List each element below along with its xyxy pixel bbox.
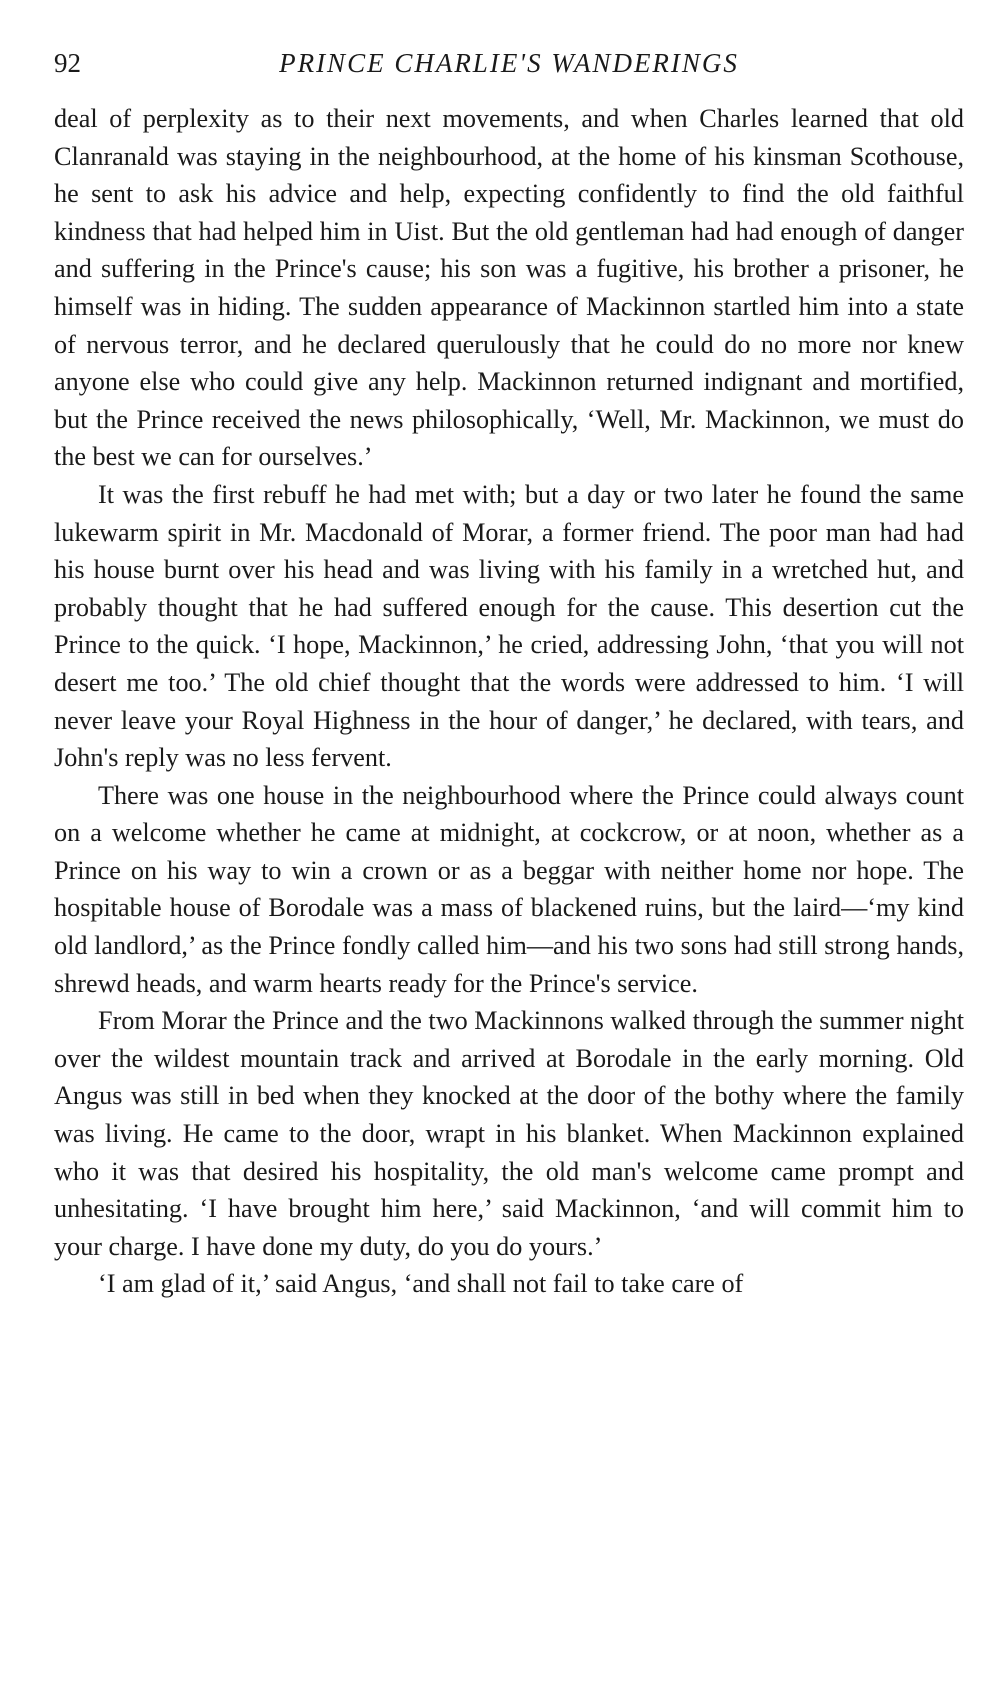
running-header: [54, 48, 964, 88]
book-page: [54, 48, 964, 1303]
paragraph-1: deal of perplexity as to their next movements, and when Charles learned that old Clanranald was staying in the neighbourhood, at the home of his kinsman Scothouse, he sent to ask his advice and help, expecting confidently to find the old faithful kindness that had helped him in Uist. But the old gentleman had had enough of danger and suffering in the Prince's cause; his son was a fugitive, his brother a prisoner, he himself was in hiding. The sudden appearance of Mackinnon startled him into a state of nervous terror, and he declared querulously that he could do no more nor knew anyone else who could give any help. Mackinnon returned indignant and mortified, but the Prince received the news philosophically, ‘Well, Mr. Mackinnon, we must do the best we can for ourselves.’: [54, 104, 964, 472]
paragraph-2: It was the first rebuff he had met with; but a day or two later he found the same lukewarm spirit in Mr. Macdonald of Morar, a former friend. The poor man had had his house burnt over his head and was living with his family in a wretched hut, and probably thought that he had suffered enough for the cause. This desertion cut the Prince to the quick. ‘I hope, Mackinnon,’ he cried, addressing John, ‘that you will not desert me too.’ The old chief thought that the words were addressed to him. ‘I will never leave your Royal Highness in the hour of danger,’ he declared, with tears, and John's reply was no less fervent.: [54, 479, 964, 773]
body-text: [54, 100, 964, 1303]
page-number: 92: [54, 48, 81, 78]
paragraph-4: From Morar the Prince and the two Mackinnons walked through the summer night over the wildest mountain track and arrived at Borodale in the early morning. Old Angus was still in bed when they knocked at the door of the bothy where the family was living. He came to the door, wrapt in his blanket. When Mackinnon explained who it was that desired his hospitality, the old man's welcome came prompt and unhesitating. ‘I have brought him here,’ said Mackinnon, ‘and will commit him to your charge. I have done my duty, do you do yours.’: [54, 1006, 964, 1261]
paragraph-3: There was one house in the neighbourhood where the Prince could always count on a welcome whether he came at midnight, at cockcrow, or at noon, whether as a Prince on his way to win a crown or as a beggar with neither home nor hope. The hospitable house of Borodale was a mass of blackened ruins, but the laird—‘my kind old landlord,’ as the Prince fondly called him—and his two sons had still strong hands, shrewd heads, and warm hearts ready for the Prince's service.: [54, 780, 964, 998]
paragraph-5: ‘I am glad of it,’ said Angus, ‘and shall not fail to take care of: [98, 1269, 744, 1299]
running-title: PRINCE CHARLIE'S WANDERINGS: [279, 48, 739, 78]
